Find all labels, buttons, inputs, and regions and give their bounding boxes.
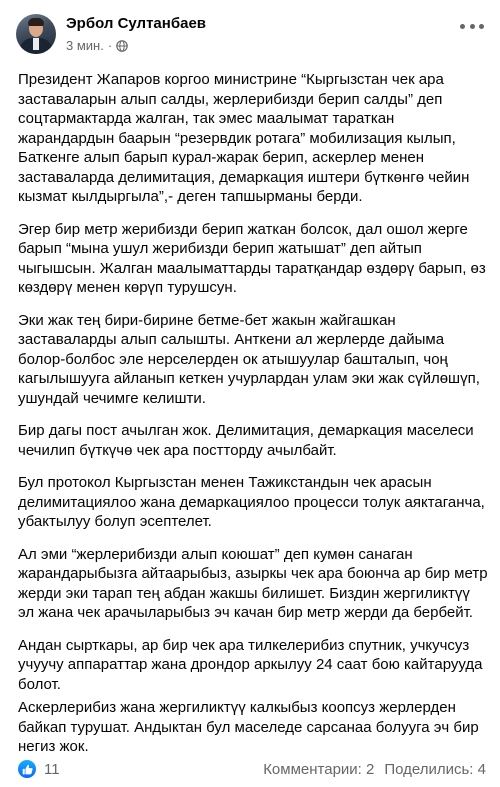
globe-icon[interactable]	[116, 40, 128, 52]
post-paragraph: Ал эми “жерлерибизди алып коюшат” деп кумөн санаган жарандарыбызга айтаарыбыз, азыркы чек ара боюнча ар бир метр жерди эки тарап тең абдан жакшы билишет. Биздин жергиликтүү эл жана чек арачыларыбыз эч качан бир метр жерди да бербейт.	[18, 545, 488, 621]
author-avatar[interactable]	[16, 14, 56, 54]
comments-count[interactable]: Комментарии: 2	[263, 761, 375, 778]
engagement-stats	[263, 761, 486, 778]
post-meta	[66, 38, 128, 53]
avatar-shirt	[33, 38, 39, 50]
post-paragraph: Андан сырткары, ар бир чек ара тилкелерибиз спутник, учкучсуз учуучу аппараттар жана дрондор аркылуу 24 саат бою кайтарууда болот.	[18, 636, 483, 693]
post-paragraph: Аскерлерибиз жана жергиликтүү калкыбыз коопсуз жерлерден байкап турушат. Андыктан бул маселеде сарсанаа болууга эч бир негиз жок.	[18, 699, 479, 755]
reaction-count[interactable]: 11	[44, 761, 60, 778]
more-horizontal-icon[interactable]	[460, 22, 484, 30]
author-name[interactable]: Эрбол Султанбаев	[66, 15, 207, 32]
post-footer	[0, 752, 500, 787]
shares-count[interactable]: Поделились: 4	[384, 761, 486, 778]
post-paragraph: Эгер бир метр жерибизди берип жаткан болсок, дал ошол жерге барып “мына ушул жерибизди берип жатышат” деп айтып чыгышсын. Жалган маалыматтарды таратқандар өздөрү барып, өз көздөрү менен көрүп турушсун.	[18, 220, 486, 296]
avatar-hair	[28, 18, 44, 26]
post-paragraph: Бир дагы пост ачылган жок. Делимитация, демаркация маселеси чечилип бүткүчө чек ара постторду ачылбайт.	[18, 422, 474, 459]
like-icon[interactable]	[18, 760, 36, 778]
thumbs-up-icon	[22, 764, 33, 775]
post-paragraph: Эки жак тең бири-бирине бетме-бет жакын жайгашкан заставаларды алып салышты. Анткени ал жерлерде дайыма болор-болбос эле нерселерден ок атышуулар башталып, чоң кагылышууга айланып кеткен учурлардан улам эки жак сүйлөшүп, ушундай чечимге келишти.	[18, 311, 480, 407]
post-header	[0, 0, 500, 68]
meta-separator: ·	[107, 38, 113, 53]
post-text	[18, 70, 488, 770]
post-paragraph: Бул протокол Кыргызстан менен Тажикстандын чек арасын делимитациялоо жана демаркациялоо процесси толук аяктаганча, убактылуу болуп эсептелет.	[18, 474, 485, 530]
post-time[interactable]: 3 мин.	[66, 38, 104, 53]
post-paragraph: Президент Жапаров коргоо министрине “Кыргызстан чек ара заставаларын алып салды, жерлерибизди берип салды” деп соцтармактарда жалган, так эмес маалымат тараткан жарандардын баарын “резервдик ротага” мобилизация кылып, Баткенге алып барып курал-жарак берип, аскерлер менен заставаларда делимитация, демаркация иштери бүткөнгө чейин кызмат кылдыргыла”,- деген тапшырманы берди.	[18, 71, 470, 205]
